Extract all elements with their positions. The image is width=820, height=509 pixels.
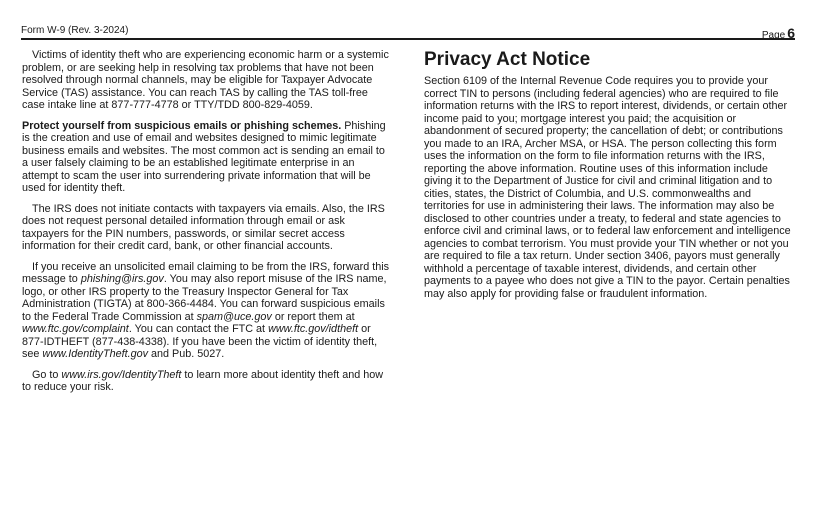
- right-column: [424, 49, 794, 308]
- left-column: [22, 49, 392, 402]
- header-rule: [21, 38, 795, 40]
- privacy-act-body: Section 6109 of the Internal Revenue Code requires you to provide your correct TIN to persons (including federal agencies) who are required to file information returns with the IRS to report interest, dividends, or certain other income paid to you; mortgage interest you paid; the acquisition or abandonment of secured property; the cancellation of debt; or contributions you made to an IRA, Archer MSA, or HSA. The person collecting this form uses the information on the form to file information returns with the IRS, reporting the above information. Routine uses of this information include giving it to the Department of Justice for civil and criminal litigation and to cities, states, the District of Columbia, and U.S. commonwealths and territories for use in administering their laws. The information may also be disclosed to other countries under a treaty, to federal and state agencies to enforce civil and criminal laws, or to federal law enforcement and intelligence agencies to combat terrorism. You must provide your TIN whether or not you are required to file a tax return. Under section 3406, payors must generally withhold a percentage of taxable interest, dividends, and certain other payments to a payee who does not give a TIN to the payor. Certain penalties may also apply for providing false or fraudulent information.: [424, 75, 791, 300]
- report-text-4: . You can contact the FTC at: [128, 323, 269, 335]
- report-text-3: or report them at: [271, 310, 355, 323]
- irs-identitytheft-link[interactable]: www.irs.gov/IdentityTheft: [61, 368, 182, 381]
- report-paragraph: [22, 261, 392, 361]
- page-header: [21, 21, 795, 39]
- page-number: 6: [787, 25, 795, 41]
- report-text-2: . You may also report misuse of the IRS name, logo, or other IRS property to the Treasury Inspector General for Tax Administration (TIGTA) at 800-366-4484. You can forward suspicious emails to the Federal Trade Commission at: [22, 273, 387, 323]
- learn-text-1: Go to: [32, 368, 62, 381]
- learn-more-paragraph: [22, 369, 392, 394]
- learn-text-2: to learn more about identity theft and how to reduce your risk.: [22, 368, 384, 393]
- phishing-body: Phishing is the creation and use of email and websites designed to mimic legitimate business emails and websites. The most common act is sending an email to a user falsely claiming to be an established legitimate enterprise in an attempt to scam the user into surrendering private information that will be used for identity theft.: [22, 119, 386, 194]
- ftc-complaint-link[interactable]: www.ftc.gov/complaint: [22, 323, 129, 335]
- phishing-email-link[interactable]: phishing@irs.gov: [80, 273, 164, 285]
- phishing-paragraph: [22, 120, 392, 195]
- page-word: Page: [761, 30, 786, 41]
- tas-paragraph: Victims of identity theft who are experiencing economic harm or a systemic problem, or are seeking help in resolving tax problems that have not been resolved through normal channels, may be eligible for Taxpayer Advocate Service (TAS) assistance. You can reach TAS by calling the TAS toll-free case intake line at 877-777-4778 or TTY/TDD 800-829-4059.: [22, 49, 389, 111]
- report-text-1: If you receive an unsolicited email claiming to be from the IRS, forward this message to: [22, 260, 390, 285]
- report-text-6: and Pub. 5027.: [148, 348, 225, 360]
- privacy-act-title: Privacy Act Notice: [424, 49, 591, 70]
- irs-contact-paragraph: The IRS does not initiate contacts with taxpayers via emails. Also, the IRS does not request personal detailed information through email or ask taxpayers for the PIN numbers, passwords, or similar secret access information for their credit card, bank, or other financial accounts.: [22, 202, 385, 252]
- phishing-heading: Protect yourself from suspicious emails or phishing schemes.: [22, 119, 342, 132]
- identitytheft-gov-link[interactable]: www.IdentityTheft.gov: [42, 348, 149, 360]
- spam-email-link[interactable]: spam@uce.gov: [196, 310, 272, 323]
- form-identifier: Form W-9 (Rev. 3-2024): [21, 25, 129, 36]
- report-text-5: or 877-IDTHEFT (877-438-4338). If you have been the victim of identity theft, see: [22, 323, 378, 360]
- ftc-idtheft-link[interactable]: www.ftc.gov/idtheft: [268, 323, 359, 335]
